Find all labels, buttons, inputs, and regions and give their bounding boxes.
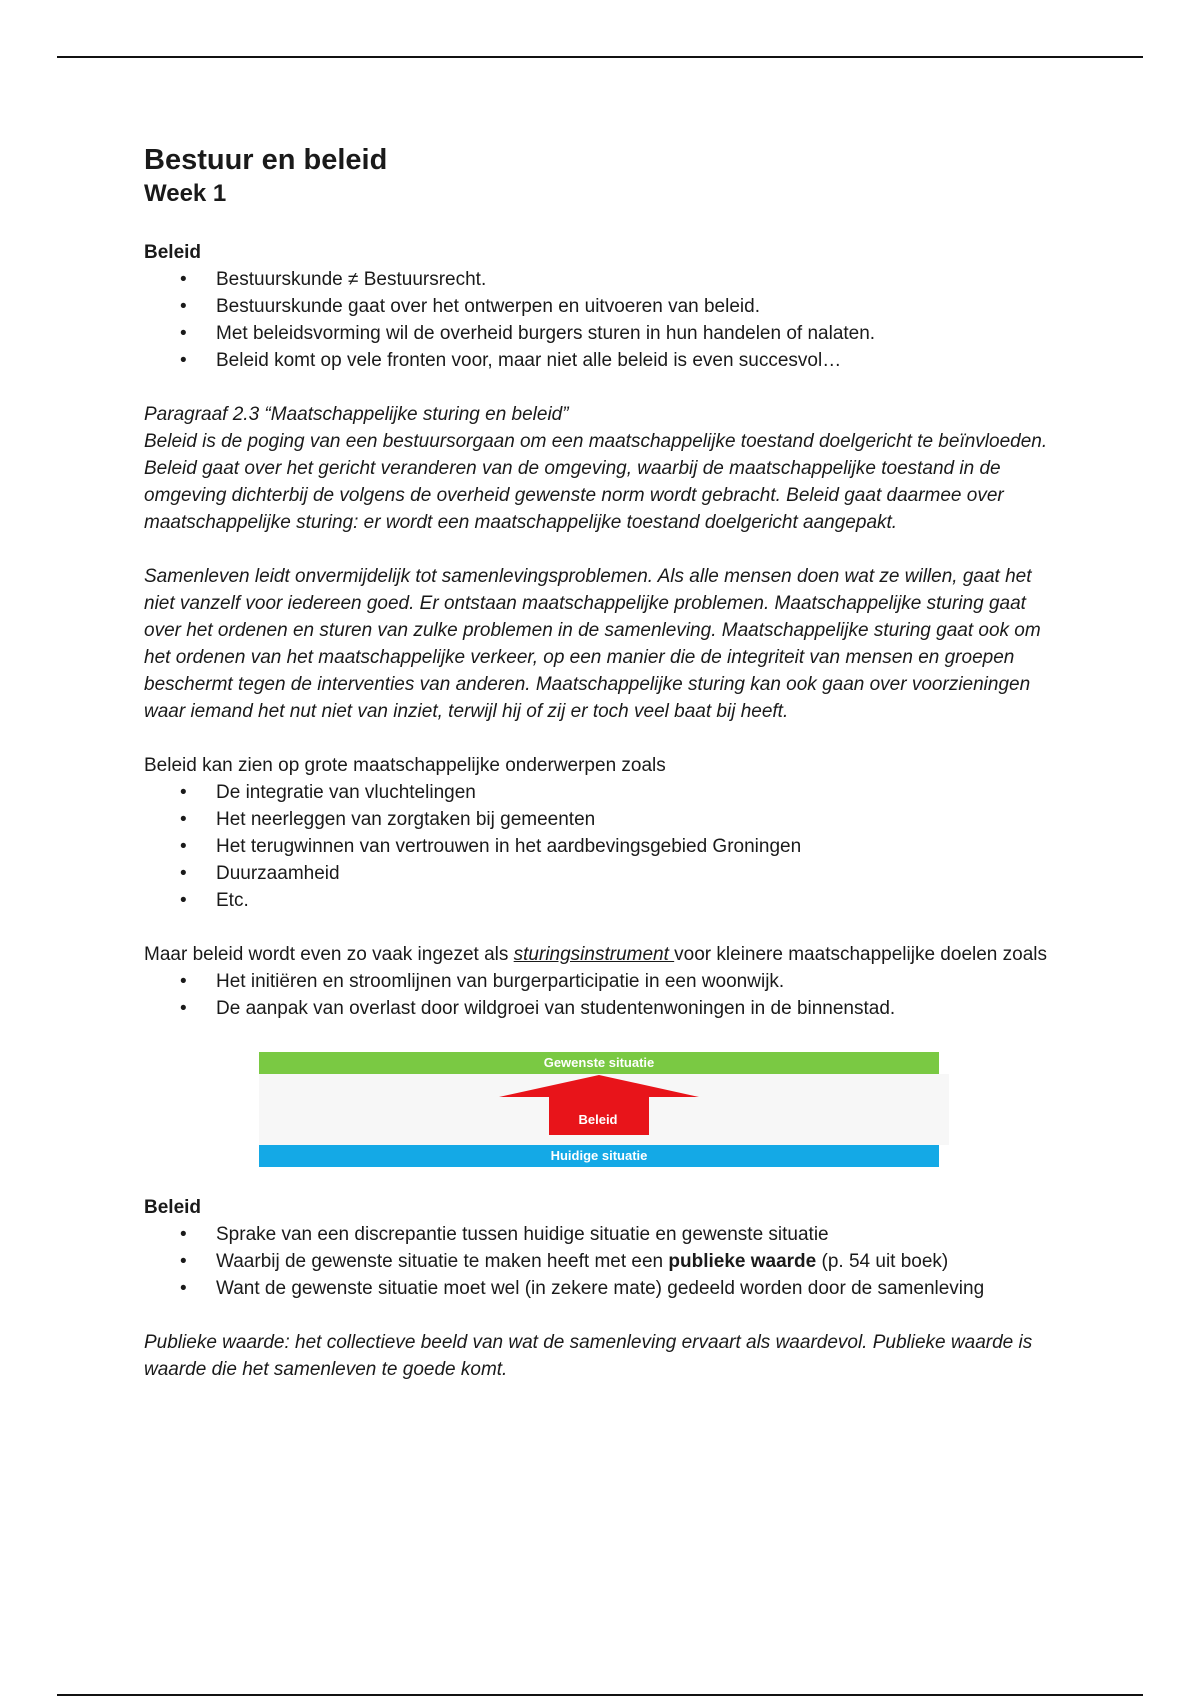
discrepancy-list <box>144 1221 1064 1302</box>
list-item: • Etc. <box>144 887 1064 914</box>
large-topics-intro: Beleid kan zien op grote maatschappelijke onderwerpen zoals <box>144 755 666 776</box>
list-item: • Het neerleggen van zorgtaken bij gemeenten <box>144 806 1064 833</box>
list-item: • De integratie van vluchtelingen <box>144 779 1064 806</box>
document-body <box>144 142 1064 1383</box>
intro-bullet-list <box>144 266 1064 374</box>
list-item: • Waarbij de gewenste situatie te maken heeft met een publieke waarde (p. 54 uit boek) <box>144 1248 1064 1275</box>
list-item: • De aanpak van overlast door wildgroei van studentenwoningen in de binnenstad. <box>144 995 1064 1022</box>
section-heading-beleid-2: Beleid <box>144 1197 202 1218</box>
paragraph-reference: Paragraaf 2.3 “Maatschappelijke sturing en beleid” <box>144 404 569 425</box>
small-topics-intro: Maar beleid wordt even zo vaak ingezet als sturingsinstrument voor kleinere maatschappelijke doelen zoals <box>144 944 1048 965</box>
current-situation-bar: Huidige situatie <box>259 1145 939 1167</box>
list-item: • Bestuurskunde gaat over het ontwerpen en uitvoeren van beleid. <box>144 293 1064 320</box>
policy-diagram <box>259 1046 949 1168</box>
header-rule <box>57 56 1143 58</box>
list-item: • Sprake van een discrepantie tussen huidige situatie en gewenste situatie <box>144 1221 1064 1248</box>
term-sturingsinstrument: sturingsinstrument <box>513 944 675 965</box>
public-value-term: publieke waarde <box>668 1251 817 1272</box>
list-item: • Met beleidsvorming wil de overheid burgers sturen in hun handelen of nalaten. <box>144 320 1064 347</box>
societal-steering-paragraph: Samenleven leidt onvermijdelijk tot samenlevingsproblemen. Als alle mensen doen wat ze willen, gaat het niet vanzelf voor iedereen goed. Er ontstaan maatschappelijke problemen. Maatschappelijke sturing gaat over het ordenen en sturen van zulke problemen in de samenleving. Maatschappelijke sturing gaat ook om het ordenen van het maatschappelijke verkeer, op een manier die de integriteit van mensen en groepen beschermt tegen de interventies van anderen. Maatschappelijke sturing kan ook gaan over voorzieningen waar iemand het nut niet van inziet, terwijl hij of zij er toch veel baat bij heeft. <box>144 566 1041 722</box>
document-subtitle: Week 1 <box>144 180 227 207</box>
small-topics-list <box>144 968 1064 1022</box>
desired-situation-bar: Gewenste situatie <box>259 1052 939 1074</box>
list-item: • Bestuurskunde ≠ Bestuursrecht. <box>144 266 1064 293</box>
section-heading-beleid: Beleid <box>144 242 202 263</box>
list-item: • Het initiëren en stroomlijnen van burgerparticipatie in een woonwijk. <box>144 968 1064 995</box>
policy-arrow-label: Beleid <box>578 1112 618 1127</box>
list-item: • Het terugwinnen van vertrouwen in het aardbevingsgebied Groningen <box>144 833 1064 860</box>
large-topics-list <box>144 779 1064 914</box>
public-value-definition: Publieke waarde: het collectieve beeld van wat de samenleving ervaart als waardevol. Publieke waarde is waarde die het samenleven te goede komt. <box>144 1332 1033 1380</box>
list-item: • Want de gewenste situatie moet wel (in zekere mate) gedeeld worden door de samenleving <box>144 1275 1064 1302</box>
footer-rule <box>57 1694 1143 1696</box>
list-item: • Duurzaamheid <box>144 860 1064 887</box>
policy-definition-paragraph: Beleid is de poging van een bestuursorgaan om een maatschappelijke toestand doelgericht te beïnvloeden. Beleid gaat over het gericht veranderen van de omgeving, waarbij de maatschappelijke toestand in de omgeving dichterbij de volgens de overheid gewenste norm wordt gebracht. Beleid gaat daarmee over maatschappelijke sturing: er wordt een maatschappelijke toestand doelgericht aangepakt. <box>144 431 1048 533</box>
document-title: Bestuur en beleid <box>144 144 388 176</box>
list-item: • Beleid komt op vele fronten voor, maar niet alle beleid is even succesvol… <box>144 347 1064 374</box>
